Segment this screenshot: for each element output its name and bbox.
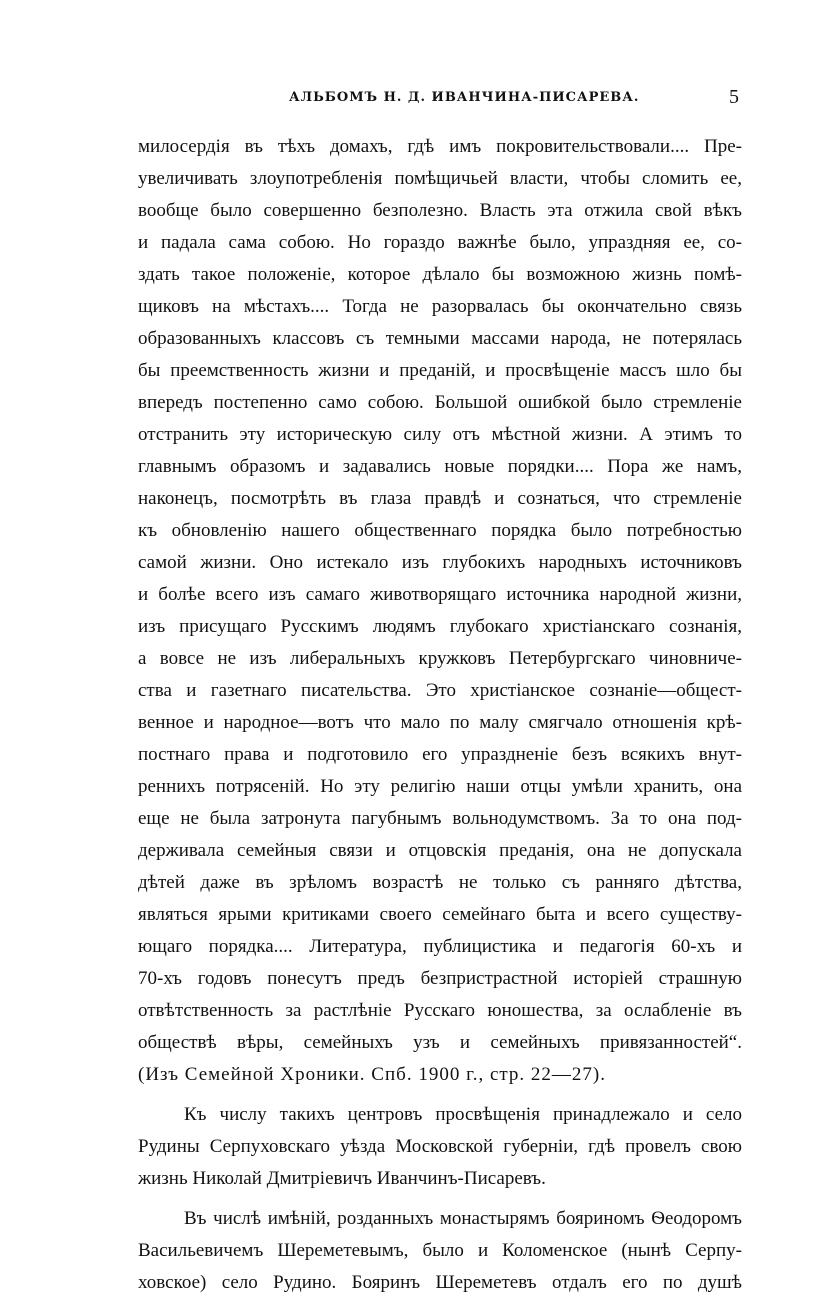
text-line: вообще было совершенно безполезно. Власть эта отжила свой вѣкъ xyxy=(138,200,742,221)
text-line: держивала семейныя связи и отцовскія преданія, она не допускала xyxy=(138,840,742,861)
text-line: еще не была затронута пагубнымъ вольнодумствомъ. За то она под- xyxy=(138,808,742,829)
paragraph-gap xyxy=(138,1195,742,1203)
text-line: ющаго порядка.... Литература, публицистика и педагогія 60-хъ и xyxy=(138,936,742,957)
paragraph-3 xyxy=(138,1203,742,1299)
text-line: милосердія въ тѣхъ домахъ, гдѣ имъ покровительствовали.... Пре- xyxy=(138,136,742,157)
text-line: щиковъ на мѣстахъ.... Тогда не разорвалась бы окончательно связь xyxy=(138,296,742,317)
text-line: самой жизни. Оно истекало изъ глубокихъ народныхъ источниковъ xyxy=(138,552,742,573)
text-line: Васильевичемъ Шереметевымъ, было и Коломенское (нынѣ Серпу- xyxy=(138,1240,742,1261)
text-line: и падала сама собою. Но гораздо важнѣе было, упраздняя ее, со- xyxy=(138,232,742,253)
text-line: 70-хъ годовъ понесутъ предъ безпристрастной исторіей страшную xyxy=(138,968,742,989)
text-line: Къ числу такихъ центровъ просвѣщенія принадлежало и село xyxy=(184,1104,742,1125)
text-line: главнымъ образомъ и задавались новые порядки.... Пора же намъ, xyxy=(138,456,742,477)
text-line: реннихъ потрясеній. Но эту религію наши отцы умѣли хранить, она xyxy=(138,776,742,797)
text-line: ховское) село Рудино. Бояринъ Шереметевъ отдалъ его по душѣ xyxy=(138,1272,742,1293)
text-line: къ обновленію нашего общественнаго порядка было потребностью xyxy=(138,520,742,541)
text-line: жизнь Николай Дмитріевичъ Иванчинъ-Писаревъ. xyxy=(138,1168,546,1189)
text-line: ства и газетнаго писательства. Это христіанское сознаніе—общест- xyxy=(138,680,742,701)
text-line: дѣтей даже въ зрѣломъ возрастѣ не только съ ранняго дѣтства, xyxy=(138,872,742,893)
text-line: постнаго права и подготовило его упраздненіе безъ всякихъ внут- xyxy=(138,744,742,765)
text-line: венное и народное—вотъ что мало по малу смягчало отношенія крѣ- xyxy=(138,712,742,733)
paragraph-gap xyxy=(138,1091,742,1099)
paragraph-2 xyxy=(138,1099,742,1195)
text-line: Въ числѣ имѣній, розданныхъ монастырямъ бояриномъ Ѳеодоромъ xyxy=(184,1208,742,1229)
running-title: АЛЬБОМЪ Н. Д. ИВАНЧИНА-ПИСАРЕВА. xyxy=(289,90,640,105)
paragraph-1 xyxy=(138,131,742,1091)
text-line: отстранить эту историческую силу отъ мѣстной жизни. А этимъ то xyxy=(138,424,742,445)
text-line: и болѣе всего изъ самаго животворящаго источника народной жизни, xyxy=(138,584,742,605)
text-line: образованныхъ классовъ съ темными массами народа, не потерялась xyxy=(138,328,742,349)
text-line: а вовсе не изъ либеральныхъ кружковъ Петербургскаго чиновниче- xyxy=(138,648,742,669)
text-line: бы преемственность жизни и преданій, и просвѣщеніе массъ шло бы xyxy=(138,360,742,381)
text-line: являться ярыми критиками своего семейнаго быта и всего существу- xyxy=(138,904,742,925)
text-line: изъ присущаго Русскимъ людямъ глубокаго христіанскаго сознанія, xyxy=(138,616,742,637)
text-line: увеличивать злоупотребленія помѣщичьей власти, чтобы сломить ее, xyxy=(138,168,742,189)
page-header xyxy=(139,88,739,114)
body-text xyxy=(138,131,742,1299)
text-line: обществѣ вѣры, семейныхъ узъ и семейныхъ привязанностей“. xyxy=(138,1032,742,1053)
text-line: отвѣтственность за растлѣніе Русскаго юношества, за ослабленіе въ xyxy=(138,1000,742,1021)
citation-line: (Изъ Семейной Хроники. Спб. 1900 г., стр. 22—27). xyxy=(138,1064,607,1085)
text-line: Рудины Серпуховскаго уѣзда Московской губерніи, гдѣ провелъ свою xyxy=(138,1136,742,1157)
text-line: впередъ постепенно само собою. Большой ошибкой было стремленіе xyxy=(138,392,742,413)
text-line: здать такое положеніе, которое дѣлало бы возможною жизнь помѣ- xyxy=(138,264,742,285)
page-number: 5 xyxy=(729,86,739,108)
text-line: наконецъ, посмотрѣть въ глаза правдѣ и сознаться, что стремленіе xyxy=(138,488,742,509)
